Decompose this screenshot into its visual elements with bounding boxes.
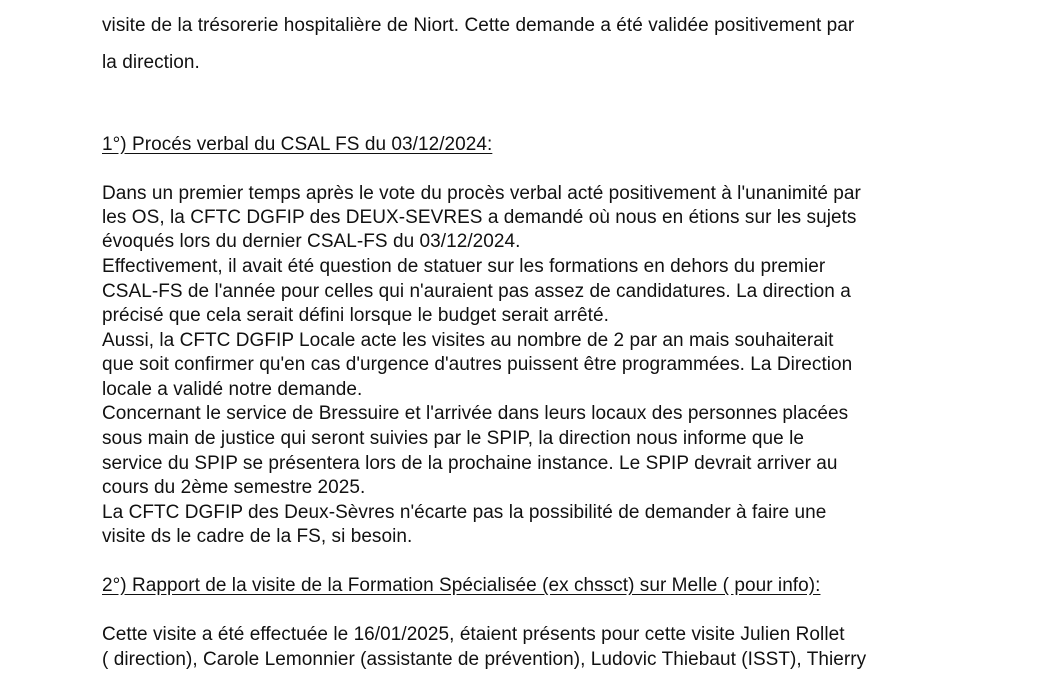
paragraph-line: précisé que cela serait défini lorsque le budget serait arrêté. bbox=[102, 305, 609, 326]
paragraph-line: CSAL-FS de l'année pour celles qui n'auraient pas assez de candidatures. La direction a bbox=[102, 281, 851, 302]
paragraph-line: service du SPIP se présentera lors de la prochaine instance. Le SPIP devrait arriver au bbox=[102, 453, 838, 474]
paragraph-line: Aussi, la CFTC DGFIP Locale acte les visites au nombre de 2 par an mais souhaiterait bbox=[102, 330, 834, 351]
paragraph-line: visite ds le cadre de la FS, si besoin. bbox=[102, 526, 413, 547]
paragraph-line: cours du 2ème semestre 2025. bbox=[102, 477, 366, 498]
paragraph-line: locale a validé notre demande. bbox=[102, 379, 363, 400]
paragraph-line: La CFTC DGFIP des Deux-Sèvres n'écarte pas la possibilité de demander à faire une bbox=[102, 502, 827, 523]
intro-line-2: la direction. bbox=[102, 52, 200, 73]
paragraph-line: Dans un premier temps après le vote du procès verbal acté positivement à l'unanimité par bbox=[102, 183, 861, 204]
paragraph-line: sous main de justice qui seront suivies par le SPIP, la direction nous informe que le bbox=[102, 428, 804, 449]
paragraph-line: Concernant le service de Bressuire et l'arrivée dans leurs locaux des personnes placées bbox=[102, 403, 849, 424]
intro-line-1: visite de la trésorerie hospitalière de Niort. Cette demande a été validée positivement par bbox=[102, 15, 855, 36]
paragraph-line: les OS, la CFTC DGFIP des DEUX-SEVRES a demandé où nous en étions sur les sujets bbox=[102, 207, 857, 228]
paragraph-line: ( direction), Carole Lemonnier (assistante de prévention), Ludovic Thiebaut (ISST), Thierry bbox=[102, 649, 867, 670]
section-2-heading: 2°) Rapport de la visite de la Formation Spécialisée (ex chssct) sur Melle ( pour info): bbox=[102, 575, 821, 596]
paragraph-line: que soit confirmer qu'en cas d'urgence d'autres puissent être programmées. La Direction bbox=[102, 354, 853, 375]
section-1-heading: 1°) Procés verbal du CSAL FS du 03/12/2024: bbox=[102, 134, 493, 155]
paragraph-line: Cette visite a été effectuée le 16/01/2025, étaient présents pour cette visite Julien Rollet bbox=[102, 624, 845, 645]
paragraph-line: Effectivement, il avait été question de statuer sur les formations en dehors du premier bbox=[102, 256, 826, 277]
paragraph-line: évoqués lors du dernier CSAL-FS du 03/12/2024. bbox=[102, 231, 521, 252]
